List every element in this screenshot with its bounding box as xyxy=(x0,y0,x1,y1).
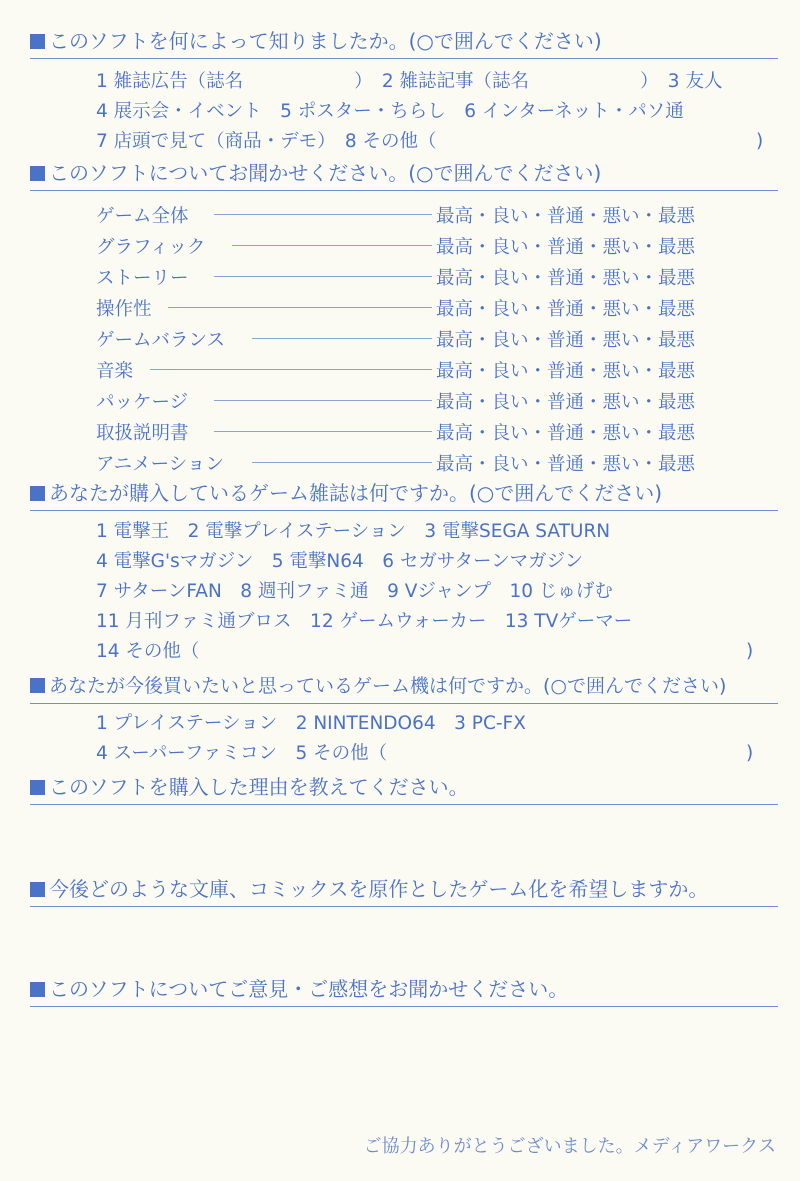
section-reason xyxy=(30,774,778,805)
leader-line xyxy=(232,245,432,246)
rating-row xyxy=(96,419,736,443)
option-line: 7 店頭で見て（商品・デモ） 8 その他（ xyxy=(96,131,437,152)
rating-row xyxy=(96,202,736,226)
option-line: 1 電撃王 2 電撃プレイステーション 3 電撃SEGA SATURN xyxy=(96,521,611,542)
rating-row xyxy=(96,233,736,257)
rating-scale: 最高・良い・普通・悪い・最悪 xyxy=(436,423,696,444)
option-line: 11 月刊ファミ通ブロス 12 ゲームウォーカー 13 TVゲーマー xyxy=(96,611,633,632)
rating-scale: 最高・良い・普通・悪い・最悪 xyxy=(436,361,696,382)
section-title: このソフトを購入した理由を教えてください。 xyxy=(49,775,469,799)
rating-label: ゲームバランス xyxy=(96,330,225,351)
close-paren: ) xyxy=(746,743,754,764)
rating-row xyxy=(96,295,736,319)
option-line: 14 その他（ xyxy=(96,641,200,662)
rating-scale: 最高・良い・普通・悪い・最悪 xyxy=(436,206,696,227)
section-title: あなたが購入しているゲーム雑誌は何ですか。(○で囲んでください) xyxy=(49,481,663,505)
leader-line xyxy=(214,400,432,401)
rating-row xyxy=(96,264,736,288)
leader-line xyxy=(252,462,432,463)
leader-line xyxy=(214,431,432,432)
option-line: 7 サターンFAN 8 週刊ファミ通 9 Vジャンプ 10 じゅげむ xyxy=(96,581,613,602)
leader-line xyxy=(214,214,432,215)
close-paren: ) xyxy=(746,641,754,662)
leader-line xyxy=(168,307,432,308)
option-line: 4 スーパーファミコン 5 その他（ xyxy=(96,743,388,764)
section-title: このソフトについてご意見・ご感想をお聞かせください。 xyxy=(49,977,569,1001)
rating-label: パッケージ xyxy=(96,392,189,413)
section-adaptation xyxy=(30,876,778,907)
square-bullet-icon xyxy=(30,678,45,693)
rating-row xyxy=(96,388,736,412)
rating-scale: 最高・良い・普通・悪い・最悪 xyxy=(436,299,696,320)
rating-label: 音楽 xyxy=(96,361,134,382)
rating-scale: 最高・良い・普通・悪い・最悪 xyxy=(436,392,696,413)
section-heading xyxy=(30,976,778,1007)
square-bullet-icon xyxy=(30,166,45,181)
section-heading xyxy=(30,160,778,191)
rating-row xyxy=(96,357,736,381)
square-bullet-icon xyxy=(30,486,45,501)
rating-label: 取扱説明書 xyxy=(96,423,189,444)
rating-label: アニメーション xyxy=(96,454,224,475)
square-bullet-icon xyxy=(30,882,45,897)
square-bullet-icon xyxy=(30,780,45,795)
section-consoles xyxy=(30,672,778,704)
square-bullet-icon xyxy=(30,982,45,997)
rating-scale: 最高・良い・普通・悪い・最悪 xyxy=(436,330,696,351)
section-heading xyxy=(30,774,778,805)
leader-line xyxy=(214,276,432,277)
section-heading xyxy=(30,480,778,511)
footer-thanks: ご協力ありがとうございました。メディアワークス xyxy=(363,1136,776,1157)
section-heading xyxy=(30,672,778,704)
section-magazines xyxy=(30,480,778,511)
option-line: 1 プレイステーション 2 NINTENDO64 3 PC-FX xyxy=(96,713,526,734)
option-line: 4 電撃G'sマガジン 5 電撃N64 6 セガサターンマガジン xyxy=(96,551,584,572)
square-bullet-icon xyxy=(30,34,45,49)
section-heading xyxy=(30,28,778,59)
close-paren: ) xyxy=(756,131,764,152)
rating-label: ストーリー xyxy=(96,268,189,289)
section-title: 今後どのような文庫、コミックスを原作としたゲーム化を希望しますか。 xyxy=(49,877,709,901)
rating-scale: 最高・良い・普通・悪い・最悪 xyxy=(436,268,696,289)
section-rating xyxy=(30,160,778,191)
leader-line xyxy=(150,369,432,370)
rating-row xyxy=(96,450,736,474)
section-title: あなたが今後買いたいと思っているゲーム機は何ですか。(○で囲んでください) xyxy=(49,675,727,697)
rating-scale: 最高・良い・普通・悪い・最悪 xyxy=(436,237,696,258)
rating-scale: 最高・良い・普通・悪い・最悪 xyxy=(436,454,696,475)
rating-label: グラフィック xyxy=(96,237,206,258)
leader-line xyxy=(252,338,432,339)
section-heading xyxy=(30,876,778,907)
option-line: 4 展示会・イベント 5 ポスター・ちらし 6 インターネット・パソ通 xyxy=(96,101,684,122)
rating-label: 操作性 xyxy=(96,299,152,320)
section-how-known xyxy=(30,28,778,59)
section-comments xyxy=(30,976,778,1007)
rating-label: ゲーム全体 xyxy=(96,206,189,227)
section-title: このソフトを何によって知りましたか。(○で囲んでください) xyxy=(49,29,602,53)
rating-row xyxy=(96,326,736,350)
section-title: このソフトについてお聞かせください。(○で囲んでください) xyxy=(49,161,602,185)
option-line: 1 雑誌広告（誌名 ） 2 雑誌記事（誌名 ） 3 友人 xyxy=(96,71,723,92)
